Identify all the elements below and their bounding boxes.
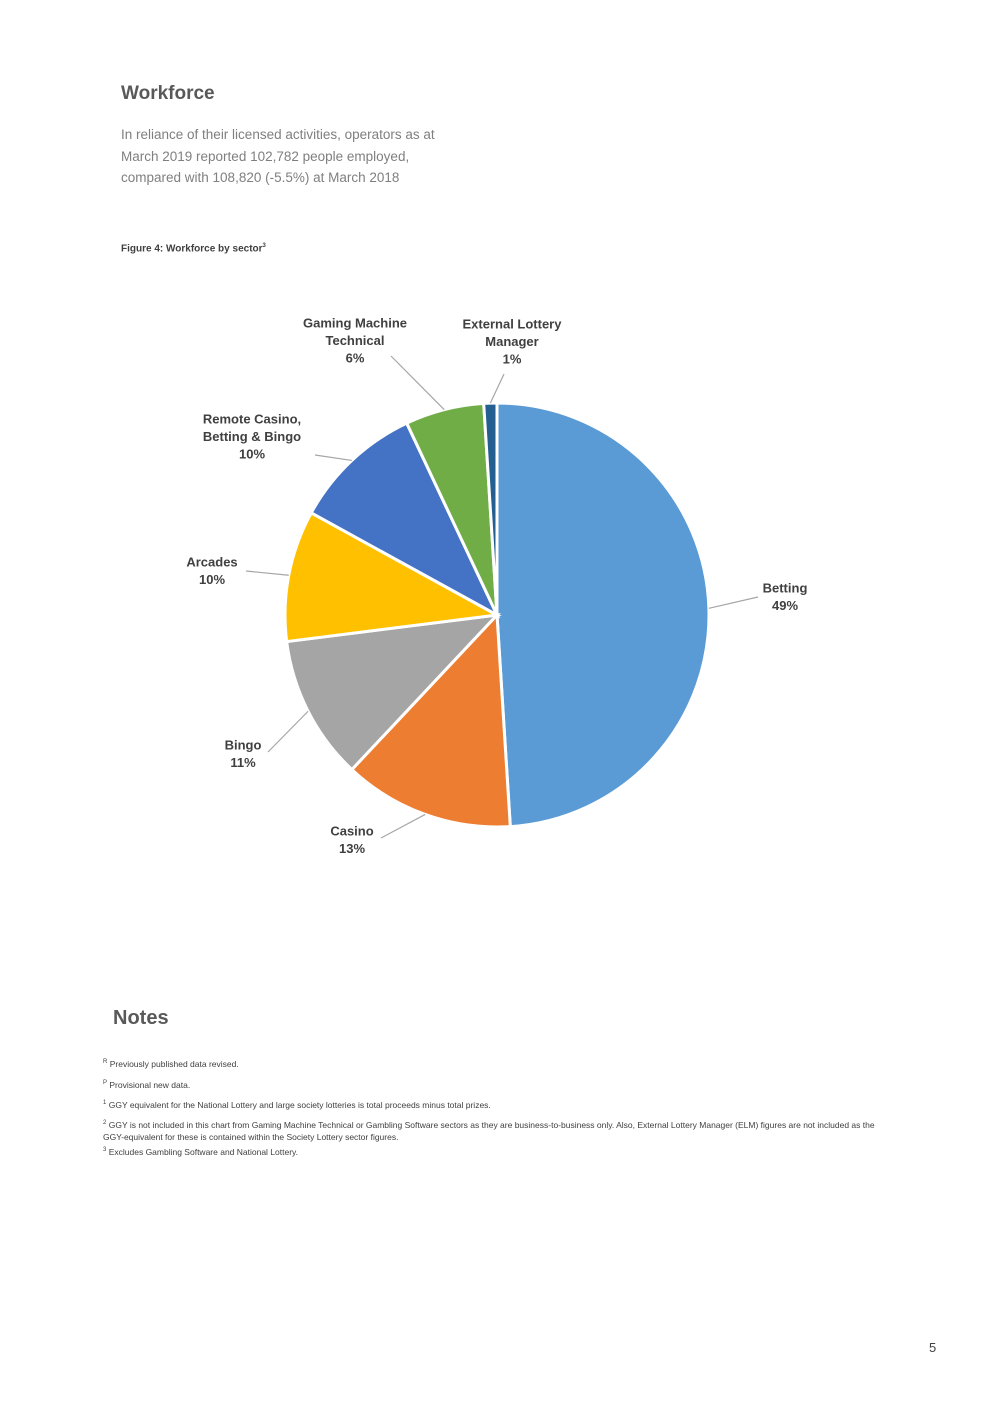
note-text: GGY is not included in this chart from Gaming Machine Technical or Gambling Software sectors as they are business-to-business only. Also, External Lottery Manager (ELM) figures are not included as the GGY-equivalent for these is contained within the Society Lottery sector figures. bbox=[103, 1119, 875, 1142]
note-mark: R bbox=[103, 1059, 108, 1065]
note-text: Excludes Gambling Software and National Lottery. bbox=[108, 1146, 299, 1157]
figure-caption bbox=[121, 243, 266, 254]
note-mark: 2 bbox=[103, 1120, 107, 1126]
note-2 bbox=[103, 1117, 883, 1143]
note-text: GGY equivalent for the National Lottery and large society lotteries is total proceeds minus total prizes. bbox=[108, 1099, 491, 1110]
data-label-bingo: Bingo 11% bbox=[224, 737, 262, 770]
note-text: Previously published data revised. bbox=[109, 1058, 239, 1069]
data-label-arcades: Arcades 10% bbox=[186, 554, 238, 587]
intro-line-1: In reliance of their licensed activities, operators as at bbox=[121, 127, 435, 142]
leader-line-casino bbox=[381, 814, 425, 838]
leader-line-betting bbox=[709, 597, 758, 608]
leader-line-gaming-machine-technical bbox=[391, 356, 444, 410]
note-mark: P bbox=[103, 1080, 108, 1086]
data-label-external-lottery-manager: External Lottery Manager 1% bbox=[462, 316, 562, 367]
notes-title: Notes bbox=[113, 1007, 169, 1029]
note-provisional bbox=[103, 1077, 883, 1091]
leader-line-remote-casino-betting-bingo bbox=[315, 455, 352, 460]
pie-slice-betting bbox=[497, 403, 709, 827]
note-mark: 1 bbox=[103, 1100, 107, 1106]
page-number: 5 bbox=[929, 1340, 937, 1355]
data-label-betting: Betting 49% bbox=[762, 580, 808, 613]
figure-caption-footnote-ref: 3 bbox=[262, 243, 266, 249]
note-1 bbox=[103, 1097, 883, 1111]
note-text: Provisional new data. bbox=[109, 1079, 191, 1090]
leader-line-arcades bbox=[246, 571, 289, 575]
section-title: Workforce bbox=[121, 83, 215, 104]
note-3 bbox=[103, 1144, 883, 1158]
leader-line-bingo bbox=[268, 711, 308, 752]
note-mark: 3 bbox=[103, 1147, 107, 1153]
workforce-pie-chart bbox=[0, 300, 992, 900]
intro-paragraph bbox=[121, 124, 481, 189]
note-revised bbox=[103, 1056, 883, 1070]
data-label-gaming-machine-technical: Gaming Machine Technical 6% bbox=[302, 315, 408, 366]
intro-line-2: March 2019 reported 102,782 people employed, bbox=[121, 148, 410, 164]
data-label-casino: Casino 13% bbox=[330, 823, 374, 856]
leader-line-external-lottery-manager bbox=[490, 374, 504, 403]
data-label-remote-casino-betting-bingo: Remote Casino, Betting & Bingo 10% bbox=[202, 411, 302, 462]
intro-line-3: compared with 108,820 (-5.5%) at March 2018 bbox=[121, 170, 400, 185]
figure-caption-text: Figure 4: Workforce by sector bbox=[121, 243, 263, 255]
